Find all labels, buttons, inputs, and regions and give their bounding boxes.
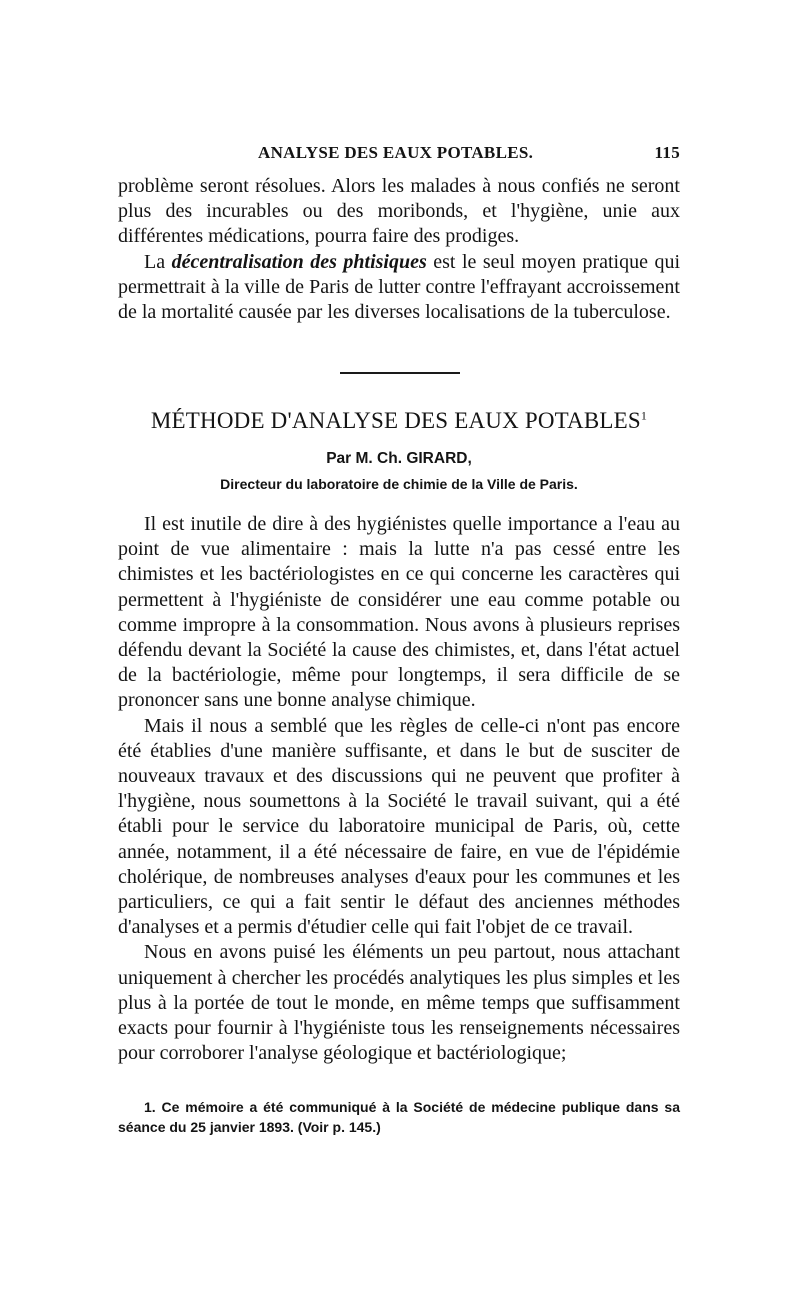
- section-divider: [340, 372, 460, 374]
- article-title: [118, 408, 680, 434]
- article-title-text: MÉTHODE D'ANALYSE DES EAUX POTABLES: [150, 408, 641, 433]
- intro-paragraph: [118, 250, 680, 326]
- article-body: [118, 512, 680, 1066]
- intro-paragraph: problème seront résolues. Alors les malades à nous confiés ne seront plus des incurables ou des moribonds, et l'hygiène, unie aux différentes médications, pourra faire des prodiges.: [118, 175, 680, 248]
- emphasized-phrase: décentralisation des phtisiques: [171, 250, 427, 273]
- body-paragraph: Mais il nous a semblé que les règles de celle-ci n'ont pas encore été établies d'une manière suffisante, et dans le but de susciter de nouveaux travaux et des discussions qui ne peuvent que profiter à l'hygiène, nous soumettons à la Société le travail suivant, qui a été établi pour le service du laboratoire municipal de Paris, où, cette année, notamment, il a été nécessaire de faire, en vue de l'épidémie cholérique, de nombreuses analyses d'eaux pour les communes et les particuliers, ce qui a fait sentir le défaut des anciennes méthodes d'analyses et a permis d'étudier celle qui fait l'objet de ce travail.: [118, 714, 680, 939]
- intro-paragraph-end: est le seul moyen pratique qui permettrait à la ville de Paris de lutter contre l'effrayant accroissement de la mortalité causée par les diverses localisations de la tuberculose.: [118, 250, 681, 324]
- body-paragraph: Il est inutile de dire à des hygiénistes quelle importance a l'eau au point de vue alimentaire : mais la lutte n'a pas cessé entre les chimistes et les bactériologistes en ce qui concerne les caractères qui permettent à l'hygiéniste de considérer une eau comme potable ou comme impropre à la consommation. Nous avons à plusieurs reprises défendu devant la Société la cause des chimistes, et, dans l'état actuel de la bactériologie, même pour longtemps, il sera difficile de se prononcer sans une bonne analyse chimique.: [118, 513, 680, 712]
- page-number: 115: [654, 143, 680, 162]
- intro-paragraph-start: La: [144, 250, 172, 273]
- intro-text: [118, 174, 680, 325]
- footnote: 1. Ce mémoire a été communiqué à la Société de médecine publique dans sa séance du 25 janvier 1893. (Voir p. 145.): [118, 1099, 680, 1135]
- author-affiliation: Directeur du laboratoire de chimie de la Ville de Paris.: [220, 476, 578, 492]
- running-head: [118, 143, 680, 169]
- article-author: Par M. Ch. GIRARD,: [326, 450, 472, 467]
- body-paragraph: Nous en avons puisé les éléments un peu partout, nous attachant uniquement à chercher les procédés analytiques les plus simples et les plus à la portée de tout le monde, en même temps que suffisamment exacts pour fournir à l'hygiéniste tous les renseignements nécessaires pour corroborer l'analyse géologique et bactériologique;: [118, 941, 680, 1065]
- running-title: ANALYSE DES EAUX POTABLES.: [258, 143, 534, 162]
- footnote-marker: 1: [640, 408, 648, 423]
